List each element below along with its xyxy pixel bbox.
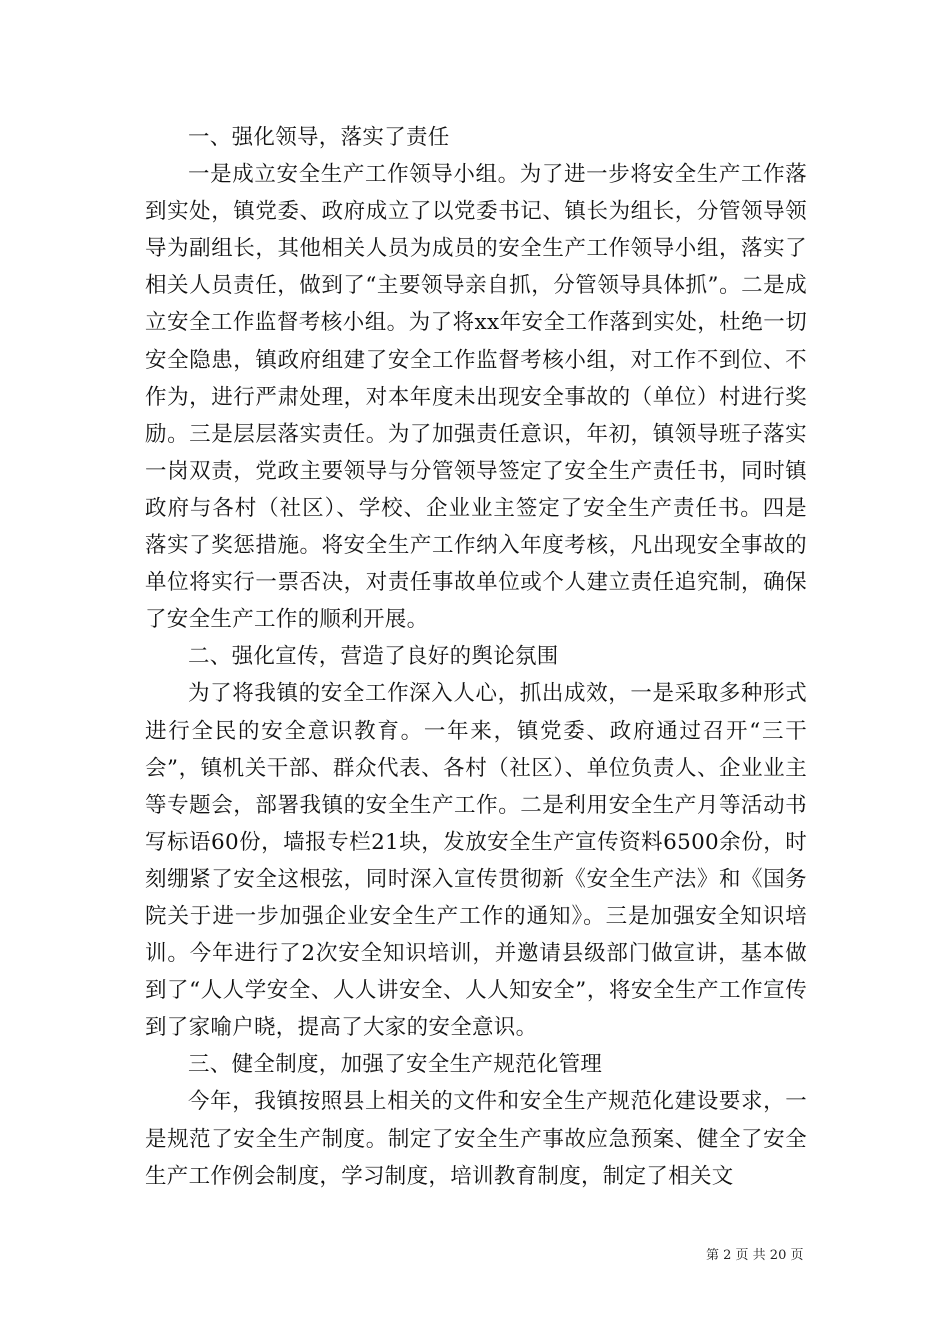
section-heading: 一、强化领导，落实了责任 [188, 125, 450, 150]
paragraph: 一是成立安全生产工作领导小组。为了进一步将安全生产工作落到实处，镇党委、政府成立了以党委书记、镇长为组长，分管领导领导为副组长，其他相关人员为成员的安全生产工作领导小组，落实了相关人员责任，做到了“主要领导亲自抓，分管领导具体抓”。二是成立安全工作监督考核小组。为了将xx年安全工作落到实处，杜绝一切安全隐患，镇政府组建了安全工作监督考核小组，对工作不到位、不作为，进行严肃处理，对本年度未出现安全事故的（单位）村进行奖励。三是层层落实责任。为了加强责任意识，年初，镇领导班子落实一岗双责，党政主要领导与分管领导签定了安全生产责任书，同时镇政府与各村（社区）、学校、企业业主签定了安全生产责任书。四是落实了奖惩措施。将安全生产工作纳入年度考核，凡出现安全事故的单位将实行一票否决，对责任事故单位或个人建立责任追究制，确保了安全生产工作的顺利开展。 [145, 162, 807, 633]
document-body [145, 119, 807, 1195]
paragraph: 今年，我镇按照县上相关的文件和安全生产规范化建设要求，一是规范了安全生产制度。制定了安全生产事故应急预案、健全了安全生产工作例会制度，学习制度，培训教育制度，制定了相关文 [145, 1089, 807, 1189]
page-number-footer: 第 2 页 共 20 页 [706, 1248, 804, 1263]
section-heading: 二、强化宣传，营造了良好的舆论氛围 [188, 644, 559, 670]
paragraph: 为了将我镇的安全工作深入人心，抓出成效，一是采取多种形式进行全民的安全意识教育。一年来，镇党委、政府通过召开“三干会”，镇机关干部、群众代表、各村（社区）、单位负责人、企业业主等专题会，部署我镇的安全生产工作。二是利用安全生产月等活动书写标语60份，墙报专栏21块，发放安全生产宣传资料6500余份，时刻绷紧了安全这根弦，同时深入宣传贯彻新《安全生产法》和《国务院关于进一步加强企业安全生产工作的通知》。三是加强安全知识培训。今年进行了2次安全知识培训，并邀请县级部门做宣讲，基本做到了“人人学安全、人人讲安全、人人知安全”，将安全生产工作宣传到了家喻户晓，提高了大家的安全意识。 [145, 681, 807, 1041]
section-heading: 三、健全制度，加强了安全生产规范化管理 [188, 1052, 603, 1078]
